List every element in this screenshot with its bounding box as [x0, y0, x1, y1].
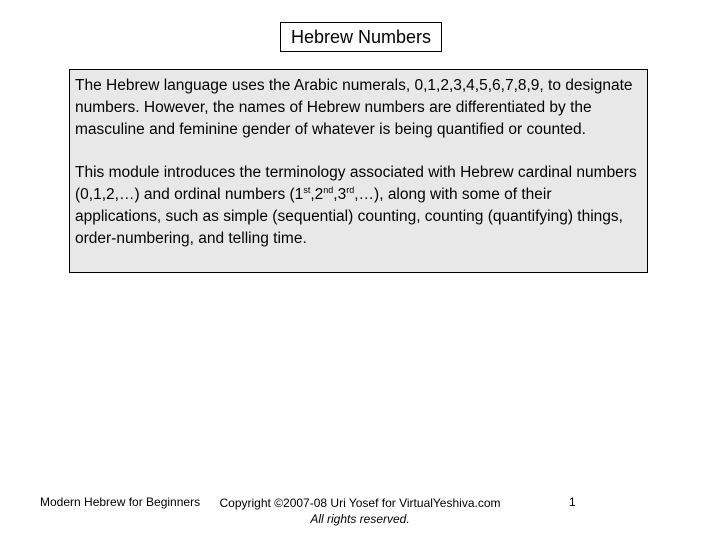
ordinal-suffix-rd: rd	[346, 185, 355, 195]
module-paragraph	[75, 162, 641, 250]
page-title	[280, 22, 442, 52]
module-text-mid1: ,2	[310, 186, 324, 203]
ordinal-suffix-st: st	[303, 185, 311, 195]
footer-copyright	[200, 495, 520, 527]
copyright-text: Copyright ©2007-08 Uri Yosef for VirtualYeshiva.com	[219, 496, 501, 510]
module-text-before: This module introduces the terminology associated with Hebrew cardinal numbers (0,1,2,…) and ordinal numbers (1	[75, 164, 637, 203]
page-number: 1	[569, 495, 576, 509]
module-text-mid2: ,3	[333, 186, 347, 203]
rights-reserved-text: All rights reserved.	[310, 512, 410, 526]
intro-paragraph: The Hebrew language uses the Arabic numerals, 0,1,2,3,4,5,6,7,8,9, to designate numbers. However, the names of Hebrew numbers are differentiated by the masculine and feminine gender of whatever is being quantified or counted.	[75, 77, 633, 138]
content-box	[69, 69, 648, 273]
footer-course-title: Modern Hebrew for Beginners	[40, 495, 201, 509]
module-text-after: ,…), along with some of their applications, such as simple (sequential) counting, counting (quantifying) things, order-numbering, and telling time.	[75, 186, 623, 247]
ordinal-suffix-nd: nd	[323, 185, 334, 195]
page-title-text: Hebrew Numbers	[290, 26, 432, 47]
